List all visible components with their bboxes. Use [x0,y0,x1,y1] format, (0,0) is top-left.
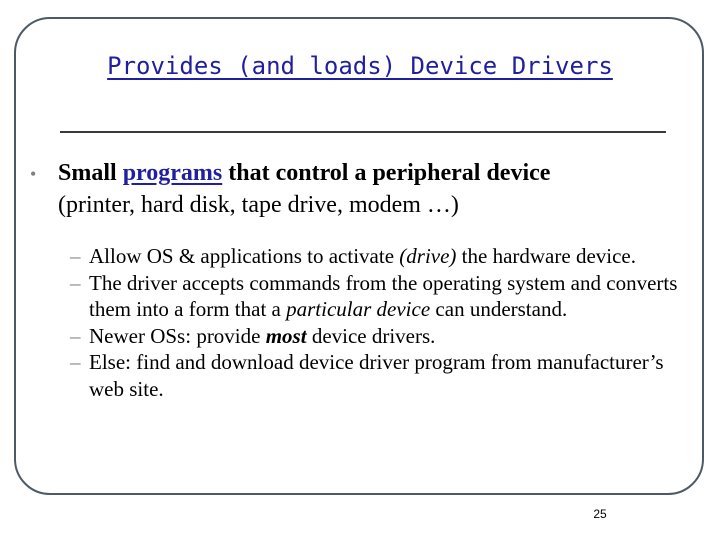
sub-bullet-item [70,243,700,270]
sub-bullet-text: device drivers. [306,323,436,348]
sub-bullet-text: Allow OS & applications to activate [89,244,400,268]
sub-bullet-emphasis: most [265,323,307,348]
main-bullet [58,157,698,221]
sub-bullet-emphasis: particular device [286,297,431,321]
sub-bullet-list [70,243,700,402]
sub-bullet-item [70,323,700,350]
sub-bullet-emphasis: (drive) [399,244,457,268]
sub-bullet-item [70,270,700,323]
bullet-rest: that control a peripheral device [222,160,551,186]
sub-bullet-text: The driver accepts commands from the operating system and converts them into a form that a [89,270,678,321]
page-number: 25 [593,507,607,521]
slide-title: Provides (and loads) Device Drivers [107,52,613,80]
dash-icon: – [70,244,81,268]
sub-bullet-text: can understand. [430,297,568,321]
bullet-examples: (printer, hard disk, tape drive, modem …) [58,192,459,218]
sub-bullet-text: Newer OSs: provide [89,323,266,348]
dash-icon: – [70,270,81,295]
sub-bullet-text: the hardware device. [456,244,636,268]
title-divider [60,131,666,133]
bullet-icon: • [30,164,37,184]
sub-bullet-item [70,349,700,402]
dash-icon: – [70,350,81,374]
sub-bullet-text: Else: find and download device driver program from manufacturer’s web site. [89,350,664,401]
bullet-lead: Small [58,160,123,186]
bullet-keyword: programs [122,160,223,186]
dash-icon: – [70,323,81,348]
